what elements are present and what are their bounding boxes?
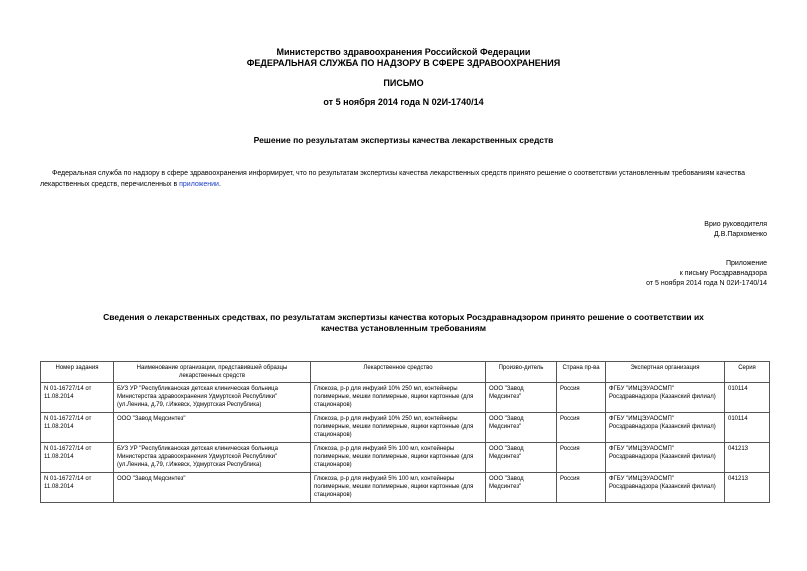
appendix-label: Приложение	[725, 260, 767, 267]
cell-task-number: N 01-16727/14 от 11.08.2014	[41, 443, 114, 473]
table-row	[41, 413, 770, 443]
header-organization: Наименование организации, представившей образцы лекарственных средств	[114, 362, 311, 383]
cell-series: 041213	[725, 473, 770, 503]
table-header-row	[41, 362, 770, 383]
cell-organization: ООО "Завод Медсинтез"	[114, 413, 311, 443]
table-row	[41, 443, 770, 473]
document-type: ПИСЬМО	[383, 78, 424, 88]
service-name: ФЕДЕРАЛЬНАЯ СЛУЖБА ПО НАДЗОРУ В СФЕРЕ ЗДРАВООХРАНЕНИЯ	[246, 58, 561, 68]
cell-expert-org: ФГБУ "ИМЦЭУАОСМП" Росздравнадзора (Казанский филиал)	[606, 413, 725, 443]
cell-task-number: N 01-16727/14 от 11.08.2014	[41, 413, 114, 443]
body-paragraph	[40, 168, 770, 190]
cell-organization: БУЗ УР "Республиканская детская клиническая больница Министерства здравоохранения Удмуртской Республики" (ул.Ленина, д.79, г.Ижевск, Удмуртская Республика)	[114, 443, 311, 473]
header-country: Страна пр-ва	[557, 362, 606, 383]
cell-country: Россия	[557, 443, 606, 473]
cell-manufacturer: ООО "Завод Медсинтез"	[486, 413, 557, 443]
appendix-block	[646, 259, 767, 289]
cell-series: 041213	[725, 443, 770, 473]
cell-expert-org: ФГБУ "ИМЦЭУАОСМП" Росздравнадзора (Казанский филиал)	[606, 473, 725, 503]
table-row	[41, 473, 770, 503]
cell-task-number: N 01-16727/14 от 11.08.2014	[41, 383, 114, 413]
appendix-link[interactable]: приложении	[179, 181, 219, 188]
signer-position: Врио руководителя	[704, 221, 767, 228]
cell-task-number: N 01-16727/14 от 11.08.2014	[41, 473, 114, 503]
cell-manufacturer: ООО "Завод Медсинтез"	[486, 443, 557, 473]
cell-medicine: Глюкоза, р-р для инфузий 10% 250 мл, контейнеры полимерные, мешки полимерные, ящики картонные (для стационаров)	[311, 413, 486, 443]
cell-organization: ООО "Завод Медсинтез"	[114, 473, 311, 503]
header-medicine: Лекарственное средство	[311, 362, 486, 383]
header-series: Серия	[725, 362, 770, 383]
header-task-number: Номер задания	[41, 362, 114, 383]
header-manufacturer: Произво-дитель	[486, 362, 557, 383]
cell-medicine: Глюкоза, р-р для инфузий 5% 100 мл, контейнеры полимерные, мешки полимерные, ящики картонные (для стационаров)	[311, 473, 486, 503]
cell-medicine: Глюкоза, р-р для инфузий 10% 250 мл, контейнеры полимерные, мешки полимерные, ящики картонные (для стационаров)	[311, 383, 486, 413]
table-row	[41, 383, 770, 413]
cell-country: Россия	[557, 383, 606, 413]
medicines-table	[40, 361, 770, 503]
cell-expert-org: ФГБУ "ИМЦЭУАОСМП" Росздравнадзора (Казанский филиал)	[606, 443, 725, 473]
cell-series: 010114	[725, 383, 770, 413]
body-text: Федеральная служба по надзору в сфере здравоохранения информирует, что по результатам экспертизы качества лекарственных средств принято решение о соответствии установленным требованиям качества лекарственных средств, перечисленных в	[40, 170, 746, 188]
cell-country: Россия	[557, 413, 606, 443]
appendix-line-2: от 5 ноября 2014 года N 02И-1740/14	[646, 280, 767, 287]
document-date-number: от 5 ноября 2014 года N 02И-1740/14	[323, 97, 484, 107]
ministry-name: Министерство здравоохранения Российской Федерации	[276, 47, 531, 57]
document-subject: Решение по результатам экспертизы качества лекарственных средств	[253, 135, 554, 145]
cell-manufacturer: ООО "Завод Медсинтез"	[486, 473, 557, 503]
signature-block	[704, 220, 767, 240]
cell-manufacturer: ООО "Завод Медсинтез"	[486, 383, 557, 413]
cell-organization: БУЗ УР "Республиканская детская клиническая больница Министерства здравоохранения Удмуртской Республики" (ул.Ленина, д.79, г.Ижевск, Удмуртская Республика)	[114, 383, 311, 413]
table-title: Сведения о лекарственных средствах, по результатам экспертизы качества которых Росздравнадзором принято решение о соответствии их качества установленным требованиям	[103, 312, 704, 333]
appendix-line-1: к письму Росздравнадзора	[679, 270, 767, 277]
body-end: .	[218, 181, 221, 188]
cell-series: 010114	[725, 413, 770, 443]
header-expert-org: Экспертная организация	[606, 362, 725, 383]
cell-expert-org: ФГБУ "ИМЦЭУАОСМП" Росздравнадзора (Казанский филиал)	[606, 383, 725, 413]
signer-name: Д.В.Пархоменко	[714, 231, 767, 238]
cell-medicine: Глюкоза, р-р для инфузий 5% 100 мл, контейнеры полимерные, мешки полимерные, ящики картонные (для стационаров)	[311, 443, 486, 473]
cell-country: Россия	[557, 473, 606, 503]
